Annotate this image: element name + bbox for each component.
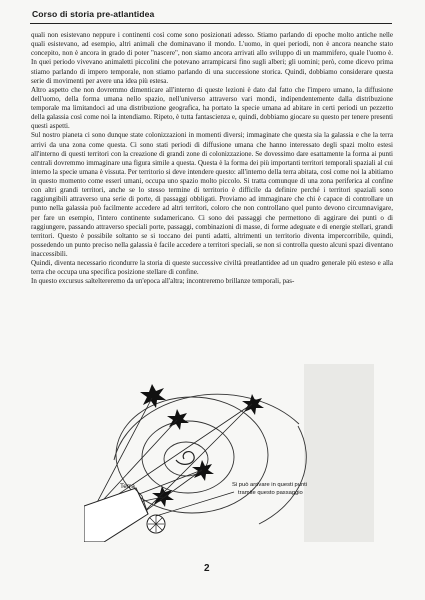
header-title: Corso di storia pre-atlantidea: [32, 9, 155, 19]
galaxy-figure: [84, 364, 374, 542]
burst-mark: [140, 384, 166, 408]
orbit-arc: [114, 394, 299, 460]
paragraph: Quindi, diventa necessario ricondurre la storia di queste successive civiltà preatlantidee ad un quadro generale più esteso e alla terra che occupa una specifica posizione stellare di confine.: [31, 259, 393, 277]
passage-spokes: [148, 516, 164, 532]
paragraph: In questo excursus salteltereremo da un'epoca all'altra; incontreremo brillanze temporali, pas-: [31, 277, 295, 286]
galaxy-sketch: [84, 364, 374, 542]
earth-label: Terra: [120, 483, 135, 490]
burst-mark: [192, 460, 214, 481]
connection-line: [144, 404, 252, 512]
orbit-arc: [142, 421, 234, 493]
paragraph: quali non esistevano neppure i continenti così come sono posizionati adesso. Stiamo parlando di epoche molto antiche nelle quali esistevano, ad esempio, altri animali che dominavano il mondo. L'uomo, in quei periodi, non è ancora neanche stato concepito, non è ancora in grado di poter "nascere", non siamo ancora arrivati allo sviluppo di un mammifero, quale l'uomo è. In quei periodo vivevano animaletti piccolini che potevano arrampicarsi fino sugli alberi; gli uomini; però, come dicevo prima stiamo parlando di impero temporale, non stiamo parlando di una successione storica. Quindi, dobbiamo considerare questa serie di movimenti per avere una idea più estesa.: [31, 31, 393, 85]
figure-caption-line1: Si può arrivare in questi punti: [232, 482, 308, 488]
figure-caption-line2: tramite questo passaggio: [238, 490, 303, 496]
paragraph: Altro aspetto che non dovremmo dimenticare all'interno di queste lezioni è dato dal fatto che l'impero umano, la diffusione dell'uomo, della forma umana nello spazio, nell'universo attraverso vari mondi, indipendentemente dalla distribuzione temporale ma limitandoci ad una distribuzione geografica, ha portato la specie umana ad abitare in certi periodi un pezzetto della galassia così come noi la intendiamo. Ripeto, è tutta fantascienza e, quindi, dobbiamo giocare su questo per tenere presenti questi aspetti.: [31, 85, 393, 131]
running-header: [30, 8, 392, 22]
page-number: 2: [204, 563, 210, 574]
body-text: [31, 31, 393, 287]
paper-shadow: [304, 364, 374, 542]
earth-wedge: [84, 488, 148, 542]
connection-line: [144, 470, 202, 512]
paragraph: Sul nostro pianeta ci sono dunque state colonizzazioni in momenti diversi; immaginate che questa sia la galassia e che la terra arrivi da una zona come questa. Ci sono stati periodi di diffusione umana che hanno interessato degli spazi molto estesi all'interno di questi territori con la creazione di grandi zone di colonizzazione. Se dovessimo dare esattamente la forma ai punti centrali dovremmo immaginare una figura simile a questa. Questa è la forma dei più importanti territori temporali spaziali al cui interno la specie umana è vissuta. Per territorio si deve intendere questo: all'interno della terra abitata, così come noi la abitiamo in questo momento come esseri umani, occupa uno spazio molto piccolo. Si tratta comunque di una zona periferica al confine con altri grandi territori, anche se lo stesso termine di territorio è difficile da definire perché i territori spaziali sono raggiungibili attraverso una serie di porte, di passaggi obbligati. Proviamo ad immaginare che chi è capace di controllare un punto nella galassia può facilmente accedere ad altri territori, coloro che non controllano quel punto devono circumnavigare, per fare un esempio, l'intero continente sudamericano. Ci sono dei passaggi che permettono di aggirare dei punti o di raggiungere, passando attraverso speciali porte, passaggi, combinazioni di masse, di forme adeguate e di energie stellari, grandi territori. Questo è possibile soltanto se si toccano dei punti adatti, altrimenti un territorio diventa impercorribile, quindi, possedendo un punto preciso nella galassia è facile accedere a territori speciali, se non si controlla questo alcuni spazi diventano inaccessibili.: [31, 131, 393, 258]
header-rule: [30, 23, 392, 24]
